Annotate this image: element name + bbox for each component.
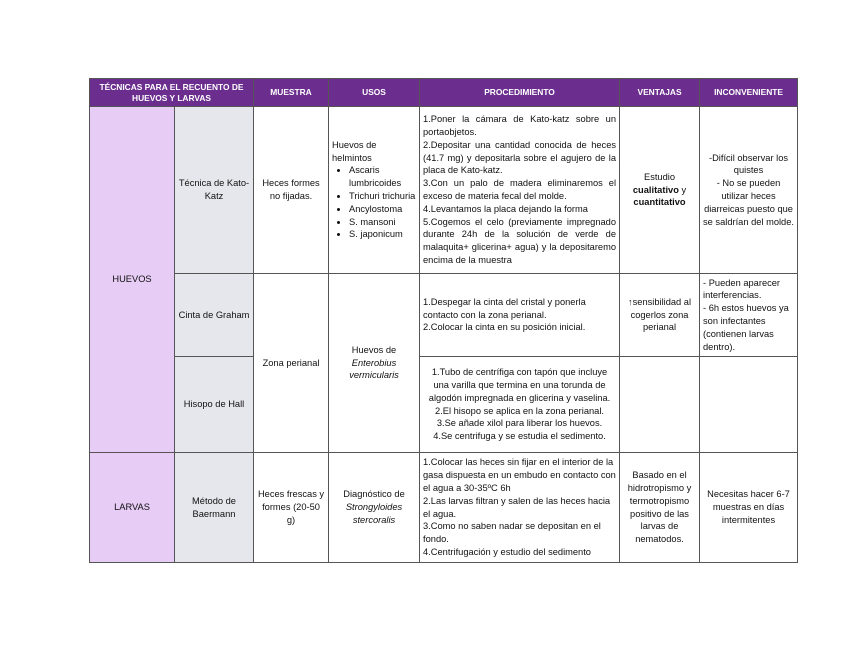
step: 3.Se añade xilol para liberar los huevos. <box>436 418 603 429</box>
table-row-kato-katz <box>90 107 798 274</box>
muestra-zona-perianal: Zona perianal <box>254 274 329 453</box>
parasite-techniques-table <box>89 78 798 563</box>
inconveniente-baermann: Necesitas hacer 6-7 muestras en días intermitentes <box>700 453 798 563</box>
step: 3.Con un palo de madera eliminaremos el exceso de materia fecal del molde. <box>423 178 617 201</box>
usos-kato-intro: Huevos de helmintos <box>332 139 377 163</box>
header-tecnicas: TÉCNICAS PARA EL RECUENTO DE HUEVOS Y LARVAS <box>90 79 254 107</box>
usos-baermann-species: Strongyloides stercoralis <box>345 502 403 525</box>
header-inconveniente: INCONVENIENTE <box>700 79 798 107</box>
table-row-hisopo-hall <box>90 357 798 453</box>
group-huevos: HUEVOS <box>90 107 175 453</box>
inconveniente-cinta-graham <box>700 274 798 357</box>
header-row <box>90 79 798 107</box>
inconveniente-line: -Difícil observar los quistes <box>708 152 789 176</box>
ventajas-y: y <box>681 184 687 195</box>
step: 1.Despegar la cinta del cristal y ponerla contacto con la zona perianal. <box>423 296 586 320</box>
header-usos: USOS <box>329 79 420 107</box>
step: 2.El hisopo se aplica en la zona perianal. <box>435 405 605 416</box>
step: 4.Centrifugación y estudio del sedimento <box>423 546 591 557</box>
helminth-item: • Ancylostoma <box>349 203 416 216</box>
ventajas-prefix: Estudio <box>644 171 676 182</box>
procedimiento-cinta-graham <box>420 274 620 357</box>
table-row-cinta-graham <box>90 274 798 357</box>
step: 2.Las larvas filtran y salen de las heces hacia el agua. <box>423 495 611 519</box>
usos-baermann-prefix: Diagnóstico de <box>343 489 405 500</box>
inconveniente-hisopo-hall-empty <box>700 357 798 453</box>
usos-enterobius <box>329 274 420 453</box>
usos-enterobius-prefix: Huevos de <box>351 344 397 355</box>
header-procedimiento: PROCEDIMIENTO <box>420 79 620 107</box>
step: 1.Poner la cámara de Kato-katz sobre un portaobjetos. <box>423 114 617 137</box>
usos-baermann <box>329 453 420 563</box>
table-row-baermann <box>90 453 798 563</box>
ventajas-hisopo-hall-empty <box>620 357 700 453</box>
inconveniente-kato-katz <box>700 107 798 274</box>
header-ventajas: VENTAJAS <box>620 79 700 107</box>
step: 4.Se centrifuga y se estudia el sedimento. <box>433 431 606 442</box>
procedimiento-kato-katz <box>420 107 620 274</box>
method-baermann: Método de Baermann <box>175 453 254 563</box>
usos-enterobius-species: Enterobius vermicularis <box>349 357 399 381</box>
helminth-item: • Trichuri trichuria <box>349 190 416 203</box>
step: 2.Colocar la cinta en su posición inicial. <box>423 322 586 333</box>
step: 1.Colocar las heces sin fijar en el interior de la gasa dispuesta en un embudo en contacto con el agua a 30-35ºC 6h <box>423 457 616 493</box>
step: 1.Tubo de centrífiga con tapón que incluye una varilla que termina en una torunda de algodón impregnada en glicerina y vaselina. <box>428 367 611 403</box>
inconveniente-line: - No se pueden utilizar heces diarreicas puesto que se saldrían del molde. <box>703 178 794 227</box>
ventajas-cuantitativo: cuantitativo <box>633 197 686 208</box>
muestra-baermann: Heces frescas y formes (20-50 g) <box>254 453 329 563</box>
helminth-item: • S. japonicum <box>349 228 416 241</box>
step: 4.Levantamos la placa dejando la forma <box>423 203 588 214</box>
header-muestra: MUESTRA <box>254 79 329 107</box>
ventajas-cinta-graham: ↑sensibilidad al cogerlos zona perianal <box>620 274 700 357</box>
step: 3.Como no saben nadar se depositan en el fondo. <box>423 521 601 545</box>
ventajas-kato-katz <box>620 107 700 274</box>
helminth-item: • Ascaris lumbricoides <box>349 164 416 190</box>
inconveniente-line: - 6h estos huevos ya son infectantes (contienen larvas dentro). <box>703 303 789 352</box>
helminth-list <box>332 164 416 241</box>
inconveniente-line: - Pueden aparecer interferencias. <box>703 277 781 301</box>
method-kato-katz: Técnica de Kato-Katz <box>175 107 254 274</box>
method-cinta-graham: Cinta de Graham <box>175 274 254 357</box>
procedimiento-baermann <box>420 453 620 563</box>
step: 5.Cogemos el celo (previamente impregnado durante 24h de la solución de verde de malaquita+ glicerina+ agua) y la depositaremo encima de la muestra <box>423 216 617 266</box>
ventajas-cualitativo: cualitativo <box>632 184 679 195</box>
procedimiento-hisopo-hall <box>420 357 620 453</box>
muestra-kato-katz: Heces formes no fijadas. <box>254 107 329 274</box>
helminth-item: • S. mansoni <box>349 216 416 229</box>
step: 2.Depositar una cantidad conocida de heces (41.7 mg) y depositarla sobre el agujero de la placa de Kato-katz. <box>423 139 617 176</box>
method-hisopo-hall: Hisopo de Hall <box>175 357 254 453</box>
usos-kato-katz <box>329 107 420 274</box>
group-larvas: LARVAS <box>90 453 175 563</box>
ventajas-baermann: Basado en el hidrotropismo y termotropismo positivo de las larvas de nematodos. <box>620 453 700 563</box>
